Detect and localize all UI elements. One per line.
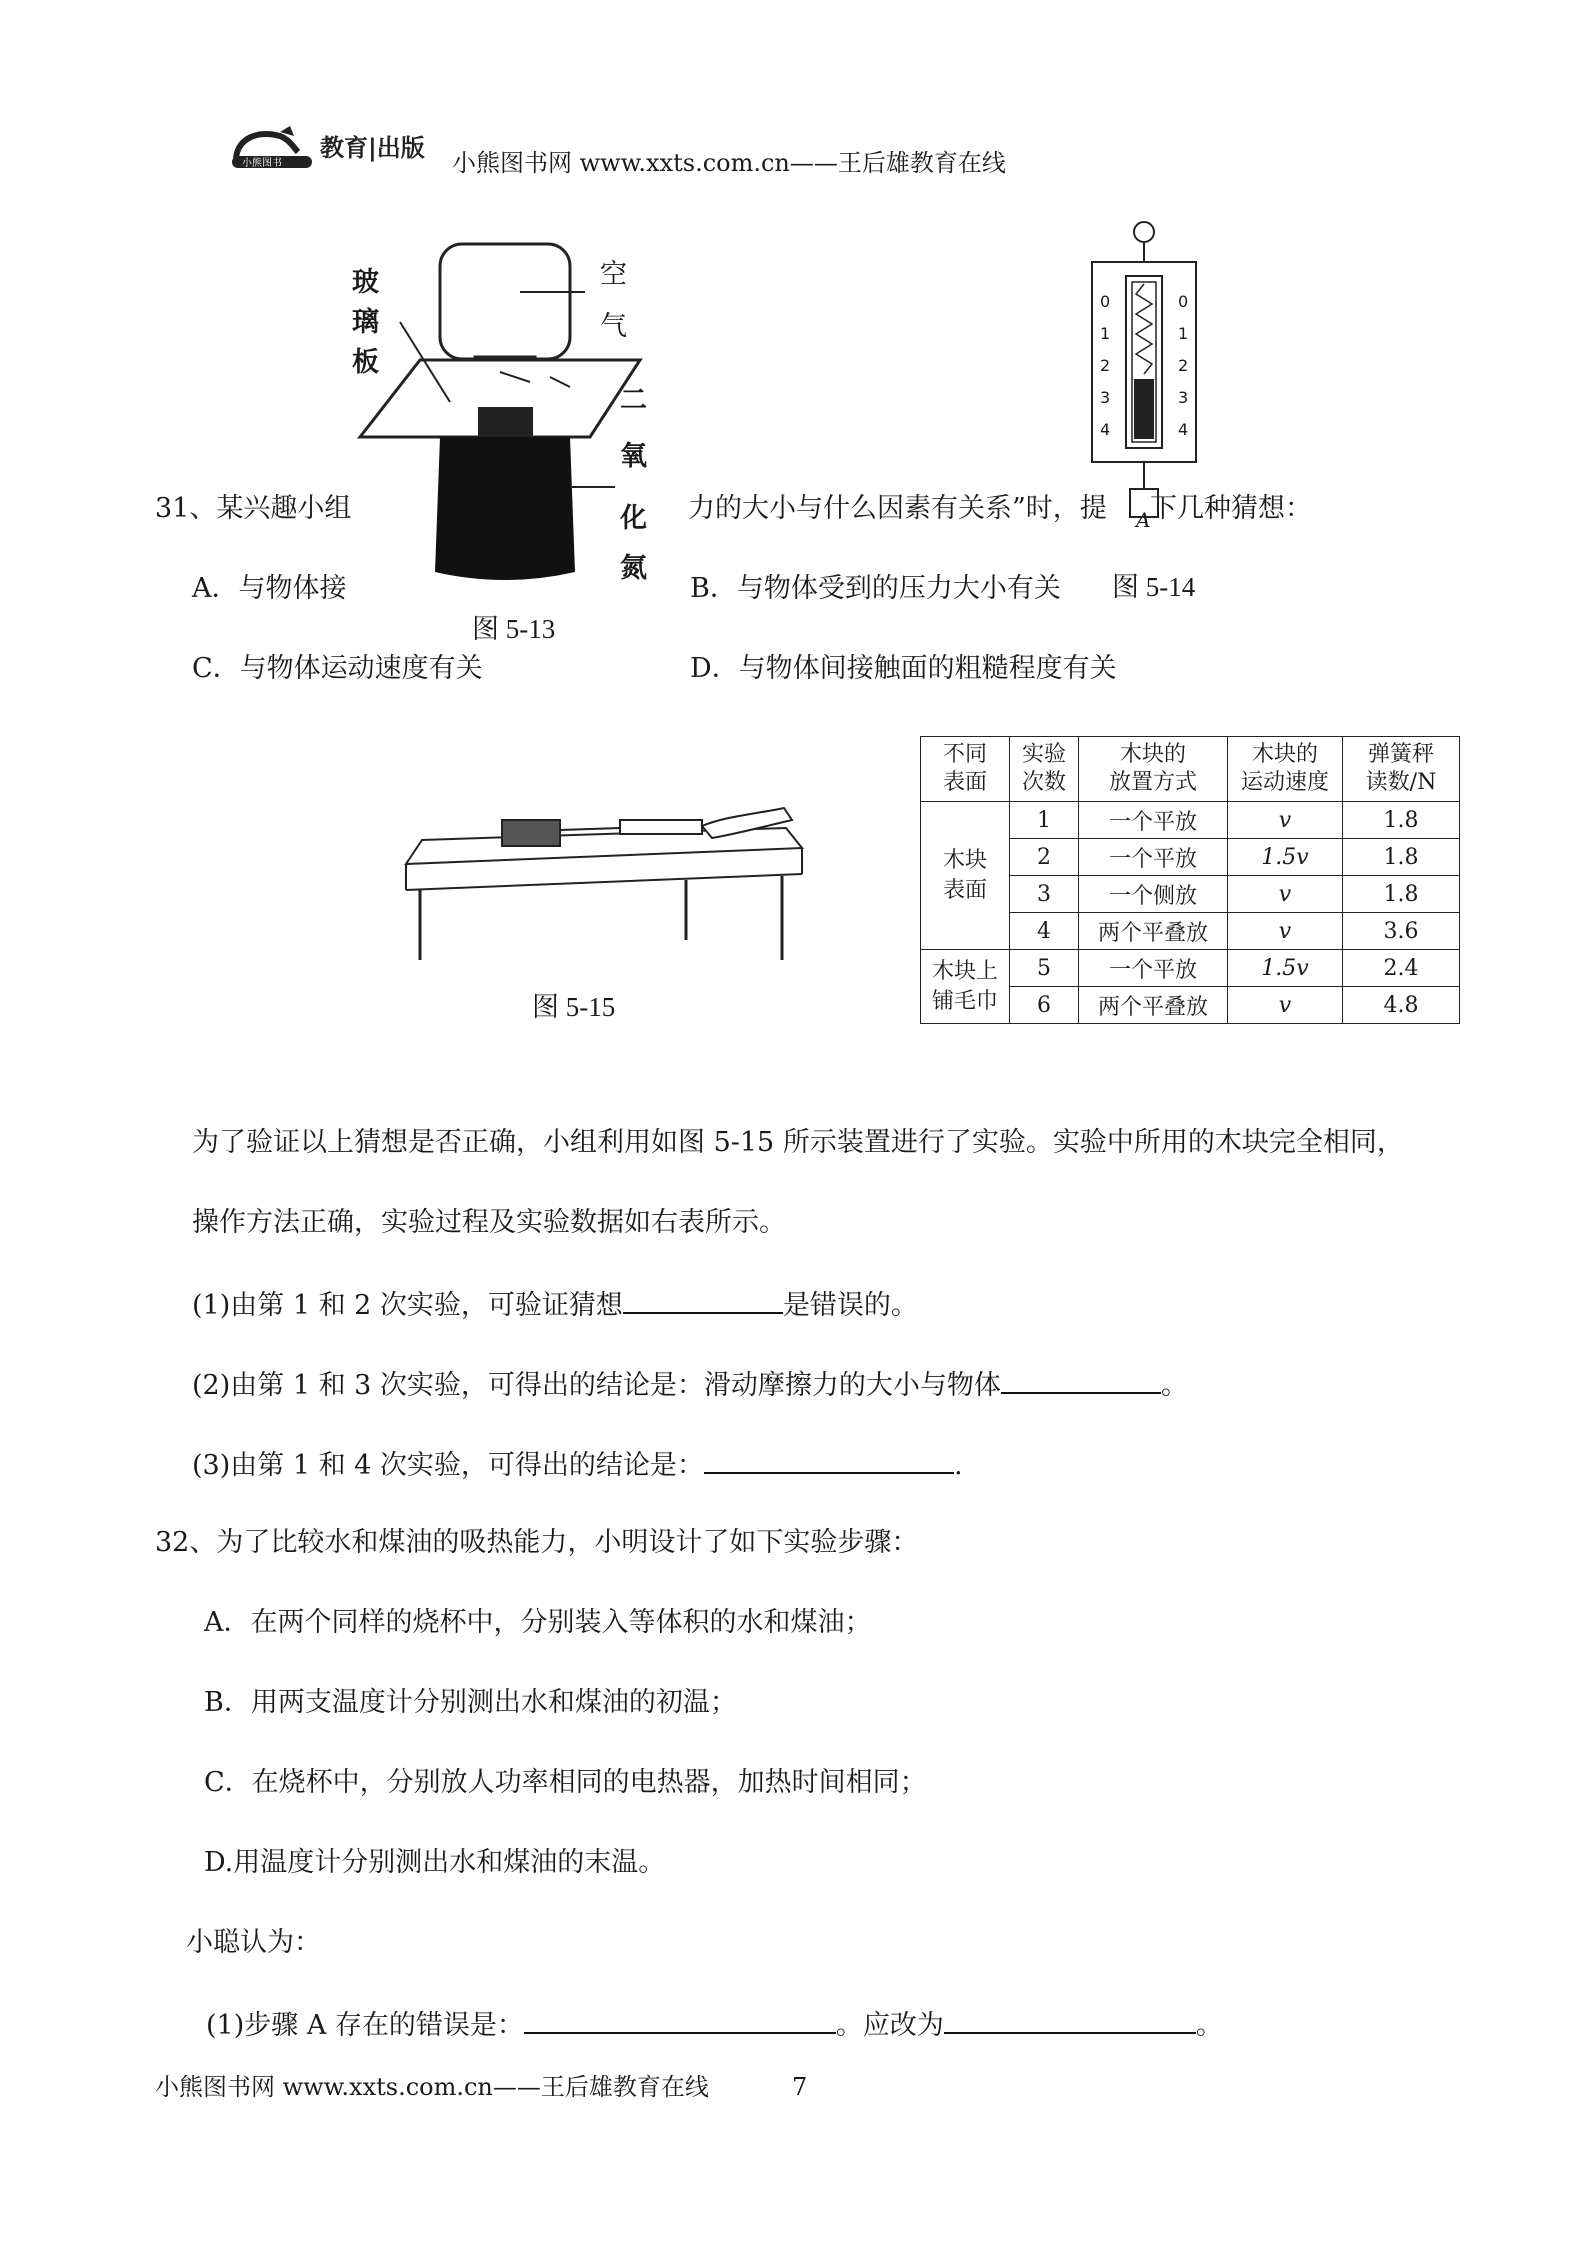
- cell: 3.6: [1343, 913, 1460, 950]
- header-placement: 木块的 放置方式: [1108, 742, 1197, 795]
- header-speed: 木块的 运动速度: [1240, 742, 1329, 795]
- table-header-cell: [921, 737, 1010, 802]
- answer-blank[interactable]: [944, 2006, 1196, 2034]
- q32-sub1-text: (1)步骤 A 存在的错误是：: [206, 2010, 524, 2041]
- fig513-left-label-2: 璃: [352, 307, 379, 338]
- cell: v: [1228, 802, 1343, 839]
- q31-sub2-text: (2)由第 1 和 3 次实验，可得出的结论是：滑动摩擦力的大小与物体: [192, 1370, 1001, 1401]
- fig513-caption: 图 5-13: [472, 614, 556, 644]
- q32-intro: 32、为了比较水和煤油的吸热能力，小明设计了如下实验步骤：: [155, 1527, 919, 1558]
- q32-sub1-tail: 。: [1195, 2010, 1223, 2041]
- q31-para-1: 为了验证以上猜想是否正确，小组利用如图 5-15 所示装置进行了实验。实验中所用的木块完全相同，: [192, 1127, 1404, 1158]
- cell: 2: [1010, 839, 1079, 876]
- answer-blank[interactable]: [704, 1446, 954, 1474]
- cell: 一个侧放: [1079, 876, 1228, 913]
- cell: 4.8: [1343, 987, 1460, 1024]
- q31-sub2: [192, 1366, 1188, 1403]
- q32-step-a: A．在两个同样的烧杯中，分别装入等体积的水和煤油；: [204, 1607, 872, 1638]
- fig514-caption: 图 5-14: [1112, 572, 1196, 602]
- fig513-left-label-1: 玻: [352, 267, 379, 298]
- q32-sub1: [206, 2006, 1223, 2043]
- logo-small-text: 小熊图书: [242, 158, 282, 169]
- cell: 3: [1010, 876, 1079, 913]
- tick-label: 0: [1178, 292, 1189, 311]
- table-header-cell: [1010, 737, 1079, 802]
- q31-option-b: B．与物体受到的压力大小有关: [690, 573, 1061, 604]
- fig514-weight-label: A: [1136, 508, 1151, 532]
- fig513-right-label-3: 二: [620, 385, 647, 416]
- q31-sub2-tail: 。: [1160, 1370, 1188, 1401]
- cell: v: [1228, 987, 1343, 1024]
- cell: 1.5v: [1228, 839, 1343, 876]
- table-row: [921, 802, 1460, 839]
- tick-label: 0: [1100, 292, 1111, 311]
- q31-intro-b: 力的大小与什么因素有关系”时，提: [688, 493, 1107, 524]
- cell: 一个平放: [1079, 802, 1228, 839]
- bear-logo-icon: [228, 118, 458, 170]
- cell: 2.4: [1343, 950, 1460, 987]
- tick-label: 2: [1178, 356, 1189, 375]
- cell: 两个平叠放: [1079, 913, 1228, 950]
- fig515-caption: 图 5-15: [532, 992, 616, 1022]
- cell: 一个平放: [1079, 950, 1228, 987]
- tick-label: 3: [1100, 388, 1111, 407]
- q31-sub3-tail: .: [953, 1450, 963, 1481]
- header-trial: 实验 次数: [1021, 742, 1066, 795]
- fig513-right-label-6: 氮: [620, 553, 647, 584]
- fig513-left-label-3: 板: [352, 347, 379, 378]
- cell: 4: [1010, 913, 1079, 950]
- fig513-right-label-4: 氧: [620, 441, 647, 472]
- cell: v: [1228, 913, 1343, 950]
- q31-option-a: A．与物体接: [192, 573, 347, 604]
- table-row: [921, 950, 1460, 987]
- header-reading: 弹簧秤 读数/N: [1365, 742, 1437, 795]
- figure-5-15: [386, 790, 806, 960]
- answer-blank[interactable]: [1001, 1366, 1161, 1394]
- table-header-cell: [1079, 737, 1228, 802]
- q31-sub1: [192, 1286, 918, 1323]
- surface-cell: 木块上 铺毛巾: [921, 950, 1010, 1024]
- fig513-right-label-5: 化: [620, 503, 647, 534]
- q31-sub3: [192, 1446, 963, 1483]
- fig514-tick-labels-right: [1178, 286, 1188, 446]
- tick-label: 3: [1178, 388, 1189, 407]
- tick-label: 1: [1100, 324, 1111, 343]
- q32-step-c: C．在烧杯中，分别放人功率相同的电热器，加热时间相同；: [204, 1767, 927, 1798]
- fig514-tick-labels-left: [1100, 286, 1110, 446]
- q32-xiaocong: 小聪认为：: [186, 1927, 321, 1958]
- tick-label: 2: [1100, 356, 1111, 375]
- header-logo: [228, 118, 458, 170]
- answer-blank[interactable]: [623, 1286, 783, 1314]
- answer-blank[interactable]: [524, 2006, 836, 2034]
- cell: 1.8: [1343, 802, 1460, 839]
- footer-page-number: 7: [792, 2073, 808, 2101]
- header-surface: 不同 表面: [942, 742, 987, 795]
- q31-option-c: C．与物体运动速度有关: [192, 653, 483, 684]
- header-site-line: 小熊图书网 www.xxts.com.cn——王后雄教育在线: [452, 149, 1006, 177]
- cell: 1.8: [1343, 876, 1460, 913]
- q32-step-d: D.用温度计分别测出水和煤油的末温。: [204, 1847, 666, 1878]
- fig513-right-label-2: 气: [600, 311, 627, 342]
- table-header-cell: [1343, 737, 1460, 802]
- q31-sub1-tail: 是错误的。: [782, 1290, 918, 1321]
- experiment-table: [920, 736, 1460, 1024]
- q31-sub3-text: (3)由第 1 和 4 次实验，可得出的结论是：: [192, 1450, 704, 1481]
- cell: 1.5v: [1228, 950, 1343, 987]
- q31-para-2: 操作方法正确，实验过程及实验数据如右表所示。: [192, 1207, 786, 1238]
- cell: 1.8: [1343, 839, 1460, 876]
- cell: 一个平放: [1079, 839, 1228, 876]
- q32-sub1-mid: 。应改为: [835, 2010, 944, 2041]
- fig513-right-label-1: 空: [600, 259, 627, 290]
- q31-intro-a: 31、某兴趣小组: [155, 493, 352, 524]
- tick-label: 1: [1178, 324, 1189, 343]
- q32-step-b: B．用两支温度计分别测出水和煤油的初温；: [204, 1687, 737, 1718]
- q31-sub1-text: (1)由第 1 和 2 次实验，可验证猜想: [192, 1290, 623, 1321]
- friction-data-table: [920, 736, 1460, 1024]
- logo-brand-text: 教育|出版: [320, 134, 425, 162]
- q31-intro-c: 下几种猜想：: [1150, 493, 1312, 524]
- cell: 两个平叠放: [1079, 987, 1228, 1024]
- footer-site-line: 小熊图书网 www.xxts.com.cn——王后雄教育在线: [155, 2073, 709, 2101]
- cell: 1: [1010, 802, 1079, 839]
- tick-label: 4: [1100, 420, 1111, 439]
- cell: 6: [1010, 987, 1079, 1024]
- q31-option-d: D．与物体间接触面的粗糙程度有关: [690, 653, 1117, 684]
- tick-label: 4: [1178, 420, 1189, 439]
- cell: 5: [1010, 950, 1079, 987]
- cell: v: [1228, 876, 1343, 913]
- table-header-cell: [1228, 737, 1343, 802]
- surface-cell: 木块 表面: [921, 802, 1010, 950]
